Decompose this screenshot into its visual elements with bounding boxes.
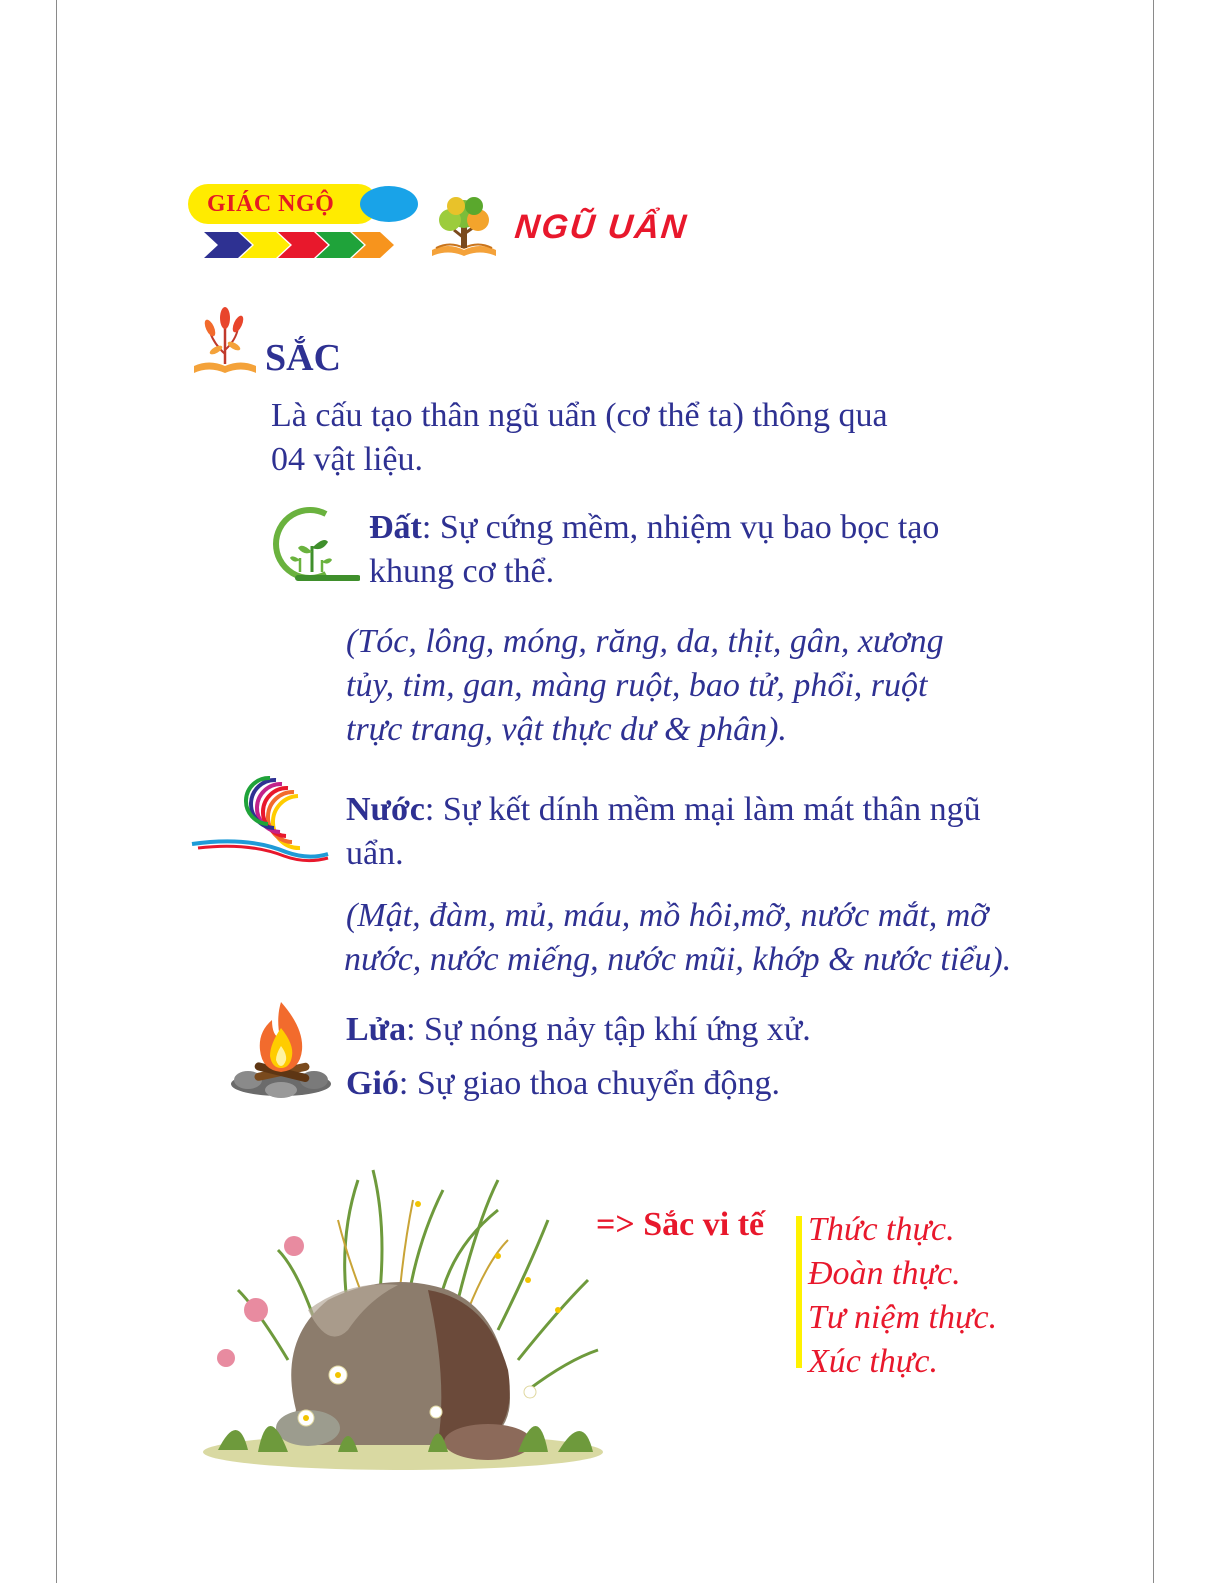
subtle-item-3: Tư niệm thực.	[808, 1299, 998, 1336]
dat-examples-2: tủy, tim, gan, màng ruột, bao tử, phổi, ruột	[346, 667, 928, 704]
dat-line-1	[369, 506, 939, 550]
dat-desc-2: khung cơ thể.	[369, 553, 555, 590]
lua-term: Lửa	[346, 1011, 407, 1048]
intro-line-1: Là cấu tạo thân ngũ uẩn (cơ thể ta) thông qua	[271, 397, 888, 434]
tree-on-book-icon	[428, 194, 500, 260]
section-heading: SẮC	[265, 337, 342, 379]
badge	[188, 184, 402, 224]
dat-desc-1: : Sự cứng mềm, nhiệm vụ bao bọc tạo	[421, 509, 940, 546]
rock-and-grass-illustration	[198, 1160, 618, 1480]
subtle-form-label: => Sắc vi tế	[596, 1206, 765, 1243]
chevron-arrows-icon	[204, 232, 394, 258]
lua-line	[346, 1008, 811, 1052]
intro-line-2: 04 vật liệu.	[271, 441, 424, 478]
sprout-circle-icon	[268, 502, 360, 586]
nuoc-examples-2: nước, nước miếng, nước mũi, khớp & nước tiểu).	[344, 941, 1012, 978]
campfire-icon	[226, 998, 336, 1100]
nuoc-line-1	[346, 788, 981, 832]
yellow-bracket	[796, 1216, 802, 1368]
subtle-item-4: Xúc thực.	[808, 1343, 938, 1380]
gio-line	[346, 1062, 780, 1106]
page-title: NGŨ UẨN	[513, 208, 690, 246]
plant-on-book-icon	[192, 306, 258, 376]
nuoc-term: Nước	[346, 791, 425, 828]
nuoc-examples-1: (Mật, đàm, mủ, máu, mồ hôi,mỡ, nước mắt, mỡ	[346, 897, 989, 934]
rainbow-wave-icon	[188, 772, 332, 864]
lua-desc: : Sự nóng nảy tập khí ứng xử.	[406, 1011, 811, 1048]
gio-term: Gió	[346, 1065, 399, 1102]
badge-dot	[360, 186, 418, 222]
gio-desc: : Sự giao thoa chuyển động.	[398, 1065, 780, 1102]
nuoc-desc-2: uẩn.	[346, 835, 404, 872]
subtle-item-2: Đoàn thực.	[808, 1255, 961, 1292]
nuoc-desc-1: : Sự kết dính mềm mại làm mát thân ngũ	[424, 791, 981, 828]
badge-label: GIÁC NGỘ	[207, 191, 335, 217]
dat-examples-3: trực trang, vật thực dư & phân).	[346, 711, 787, 748]
dat-examples-1: (Tóc, lông, móng, răng, da, thịt, gân, xương	[346, 623, 944, 660]
subtle-item-1: Thức thực.	[808, 1211, 955, 1248]
dat-term: Đất	[369, 509, 422, 546]
